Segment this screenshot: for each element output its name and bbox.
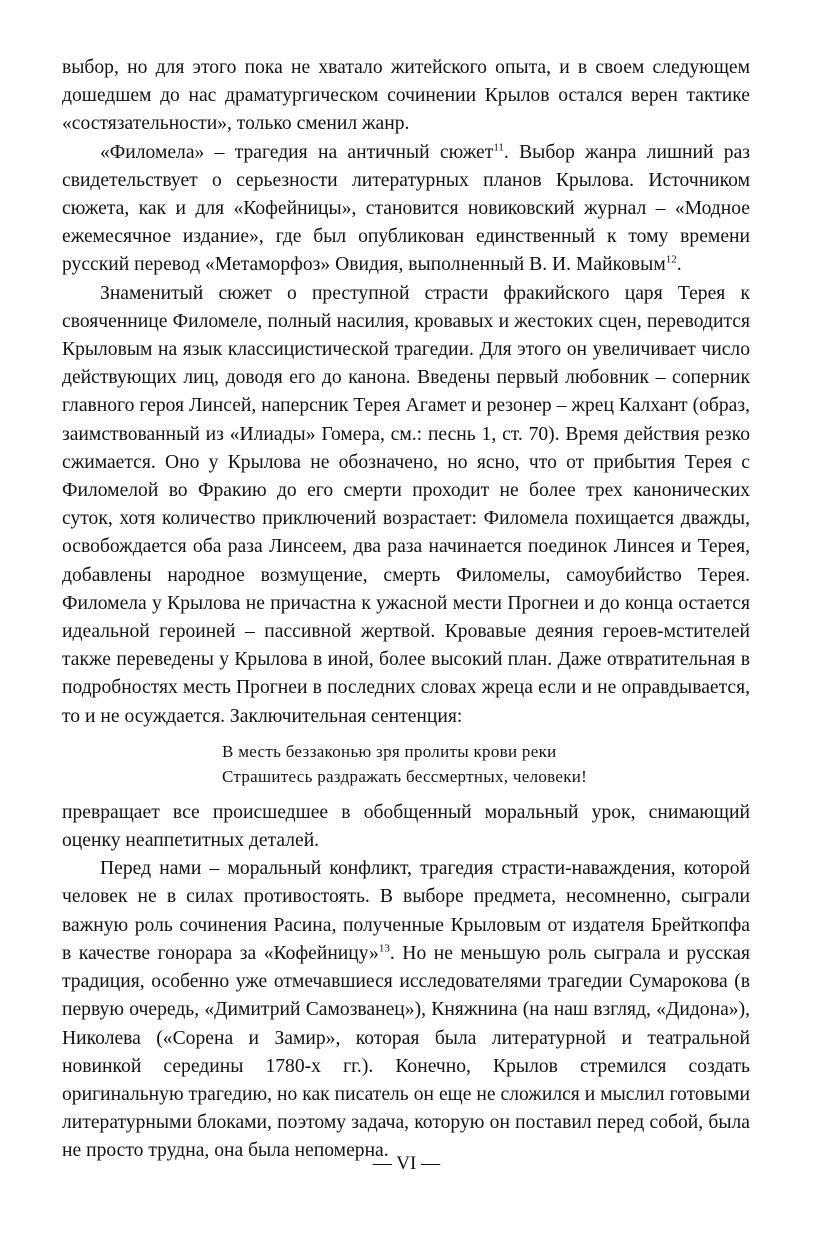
paragraph-text: «Филомела» – трагедия на античный сюжет: [100, 141, 494, 163]
paragraph-text: выбор, но для этого пока не хватало житейского опыта, и в своем следующем дошедшем до нас драматургическом сочинении Крылов остался верен тактике «состязательности», только сменил жанр.: [62, 57, 750, 135]
footnote-ref-13[interactable]: 13: [378, 942, 390, 955]
paragraph-plot: [62, 280, 750, 731]
paragraph-text: . Но не меньшую роль сыграла и русская традиция, особенно уже отмечавшиеся исследователями трагедии Сумарокова (в первую очередь, «Димитрий Самозванец»), Княжнина (на наш взгляд, «Дидона»), Николева («Сорена и Замир», которая была литературной и театральной новинкой середины 1780-х гг.). Конечно, Крылов стремился создать оригинальную трагедию, но как писатель он еще не сложился и мыслил готовыми литературными блоками, поэтому задача, которую он поставил перед собой, была не просто трудна, она была непомерна.: [62, 942, 750, 1162]
paragraph-conflict: [62, 855, 750, 1165]
paragraph-continuation: [62, 54, 750, 139]
paragraph-text: . Выбор жанра лишний раз свидетельствует о серьезности литературных планов Крылова. Источником сюжета, как и для «Кофейницы», становится новиковский журнал – «Модное ежемесячное издание», где был опубликован единственный к тому времени русский перевод «Метаморфоз» Овидия, выполненный В. И. Майковым: [62, 141, 751, 276]
verse-quote: [62, 739, 750, 789]
footnote-ref-11[interactable]: 11: [493, 141, 504, 154]
verse-line-2: Страшитесь раздражать бессмертных, человеки!: [222, 766, 588, 786]
paragraph-text: превращает все происшедшее в обобщенный моральный урок, снимающий оценку неаппетитных деталей.: [62, 801, 750, 852]
paragraph-philomela: [62, 139, 750, 280]
footnote-ref-12[interactable]: 12: [665, 253, 677, 266]
paragraph-text: Перед нами – моральный конфликт, трагедия страсти-наваждения, которой человек не в силах противостоять. В выборе предмета, несомненно, сыграли важную роль сочинения Расина, полученные Крыловым от издателя Брейткопфа в качестве гонорара за «Кофейницу»: [62, 858, 750, 964]
paragraph-text: .: [676, 254, 682, 276]
page-body: [62, 54, 750, 1166]
paragraph-text: Знаменитый сюжет о преступной страсти фракийского царя Терея к свояченнице Филомеле, полный насилия, кровавых и жестоких сцен, переводится Крыловым на язык классицистической трагедии. Для этого он увеличивает число действующих лиц, доводя его до канона. Введены первый любовник – соперник главного героя Линсей, наперсник Терея Агамет и резонер – жрец Калхант (образ, заимствованный из «Илиады» Гомера, см.: песнь 1, ст. 70). Время действия резко сжимается. Оно у Крылова не обозначено, но ясно, что от прибытия Терея с Филомелой во Фракию до его смерти проходит не более трех канонических суток, хотя количество приключений возрастает: Филомела похищается дважды, освобождается оба раза Линсеем, два раза начинается поединок Линсея и Терея, добавлены народное возмущение, смерть Филомелы, самоубийство Терея. Филомела у Крылова не причастна к ужасной мести Прогнеи и до конца остается идеальной героиней – пассивной жертвой. Кровавые деяния героев-мстителей также переведены у Крылова в иной, более высокий план. Даже отвратительная в подробностях месть Прогнеи в последних словах жреца если и не оправдывается, то и не осуждается. Заключительная сентенция:: [62, 282, 750, 727]
page-number: — VI —: [372, 1153, 441, 1174]
verse-line-1: В месть беззаконью зря пролиты крови реки: [222, 741, 557, 761]
paragraph-after-verse: [62, 799, 750, 855]
